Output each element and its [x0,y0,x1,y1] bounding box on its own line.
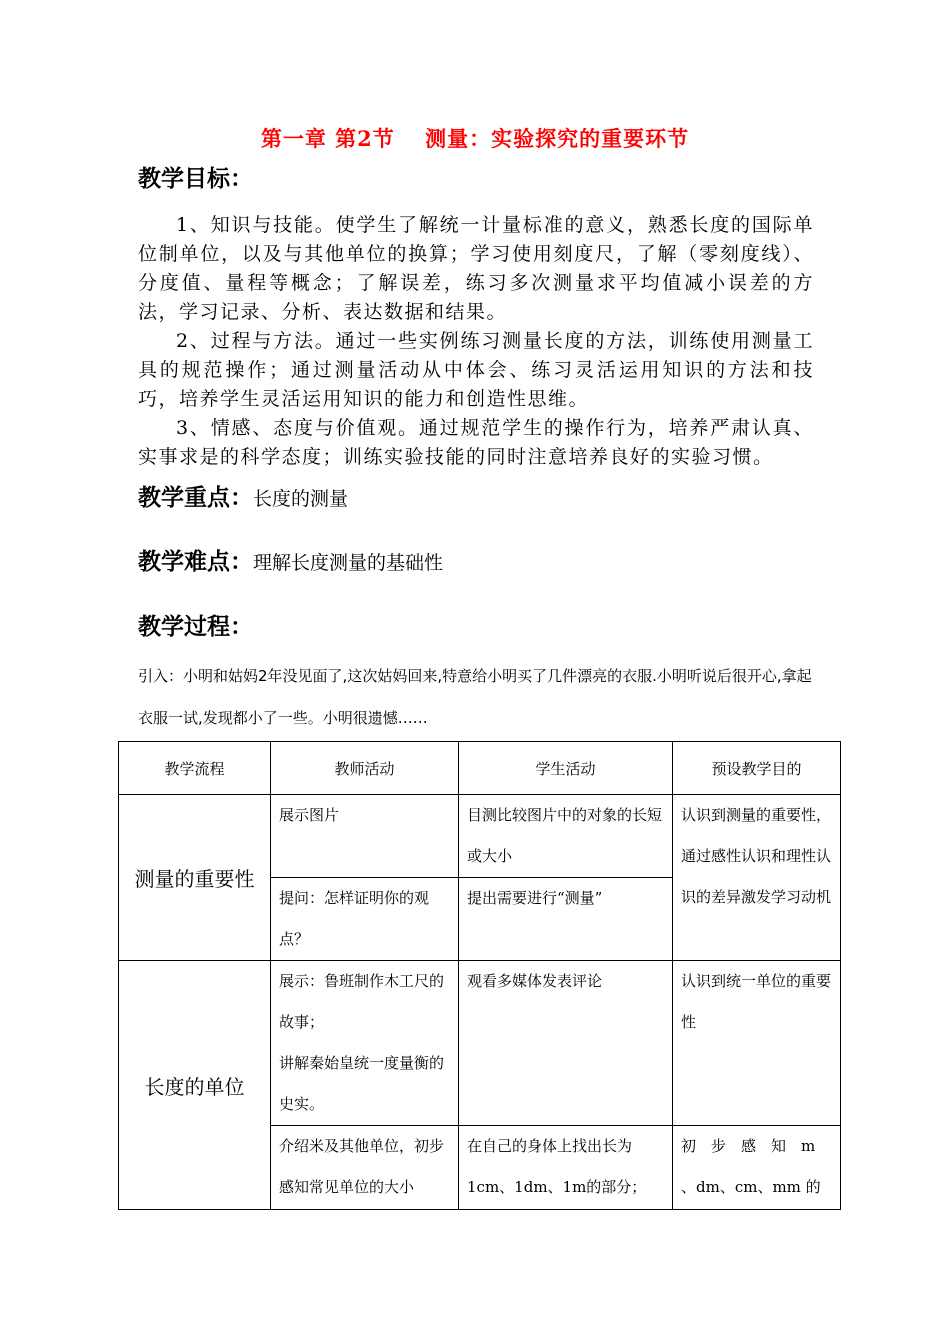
student-activity: 观看多媒体发表评论 [459,961,673,1126]
teacher-activity-line: 讲解秦始皇统一度量衡的史实。 [279,1054,445,1113]
student-activity: 提出需要进行“测量” [459,878,673,961]
key-point-label: 教学重点： [138,485,253,511]
teaching-goal-line: 初 步 感 知 m [681,1137,816,1155]
header-teacher: 教师活动 [271,742,459,795]
teaching-goal: 认识到统一单位的重要性 [673,961,841,1126]
objective-attitude: 3、情感、态度与价值观。通过规范学生的操作行为，培养严肃认真、实事求是的科学态度；训练实验技能的同时注意培养良好的实验习惯。 [138,417,814,468]
stage-importance: 测量的重要性 [119,795,271,961]
teacher-activity: 介绍米及其他单位，初步感知常见单位的大小 [271,1126,459,1210]
teaching-goal [673,1126,841,1210]
student-activity: 在自己的身体上找出长为1cm、1dm、1m的部分； [459,1126,673,1210]
header-flow: 教学流程 [119,742,271,795]
objective-knowledge: 1、知识与技能。使学生了解统一计量标准的意义，熟悉长度的国际单位制单位，以及与其他单位的换算；学习使用刻度尺，了解（零刻度线）、分度值、量程等概念；了解误差，练习多次测量求平均值减小误差的方法，学习记录、分析、表达数据和结果。 [138,214,814,323]
stage-units: 长度的单位 [119,961,271,1210]
objective-process: 2、过程与方法。通过一些实例练习测量长度的方法，训练使用测量工具的规范操作；通过测量活动从中体会、练习灵活运用知识的方法和技巧，培养学生灵活运用知识的能力和创造性思维。 [138,330,814,410]
header-student: 学生活动 [459,742,673,795]
process-heading: 教学过程： [138,614,253,640]
lesson-plan-table [118,741,841,1210]
teacher-activity: 提问：怎样证明你的观点？ [271,878,459,961]
objectives-body [138,211,814,472]
teaching-goal: 认识到测量的重要性，通过感性认识和理性认识的差异激发学习动机 [673,795,841,961]
key-point [138,479,348,512]
table-row [119,795,841,878]
difficult-point [138,543,443,576]
teaching-goal-line: 、dm、cm、mm 的 [681,1178,821,1196]
student-activity: 目测比较图片中的对象的长短或大小 [459,795,673,878]
teacher-activity: 展示图片 [271,795,459,878]
key-point-value: 长度的测量 [253,488,349,510]
teacher-activity-line: 展示：鲁班制作木工尺的故事； [279,972,445,1031]
difficult-point-value: 理解长度测量的基础性 [253,552,444,574]
objectives-heading: 教学目标： [138,166,253,192]
table-header-row [119,742,841,795]
intro-paragraph: 引入：小明和姑妈2年没见面了,这次姑妈回来,特意给小明买了几件漂亮的衣服.小明听说后很开心,拿起衣服一试,发现都小了一些。小明很遗憾…… [138,667,812,727]
table-row [119,961,841,1126]
page-title: 第一章 第2节 测量：实验探究的重要环节 [260,126,690,151]
header-goal: 预设教学目的 [673,742,841,795]
difficult-point-label: 教学难点： [138,549,253,575]
teacher-activity [271,961,459,1126]
